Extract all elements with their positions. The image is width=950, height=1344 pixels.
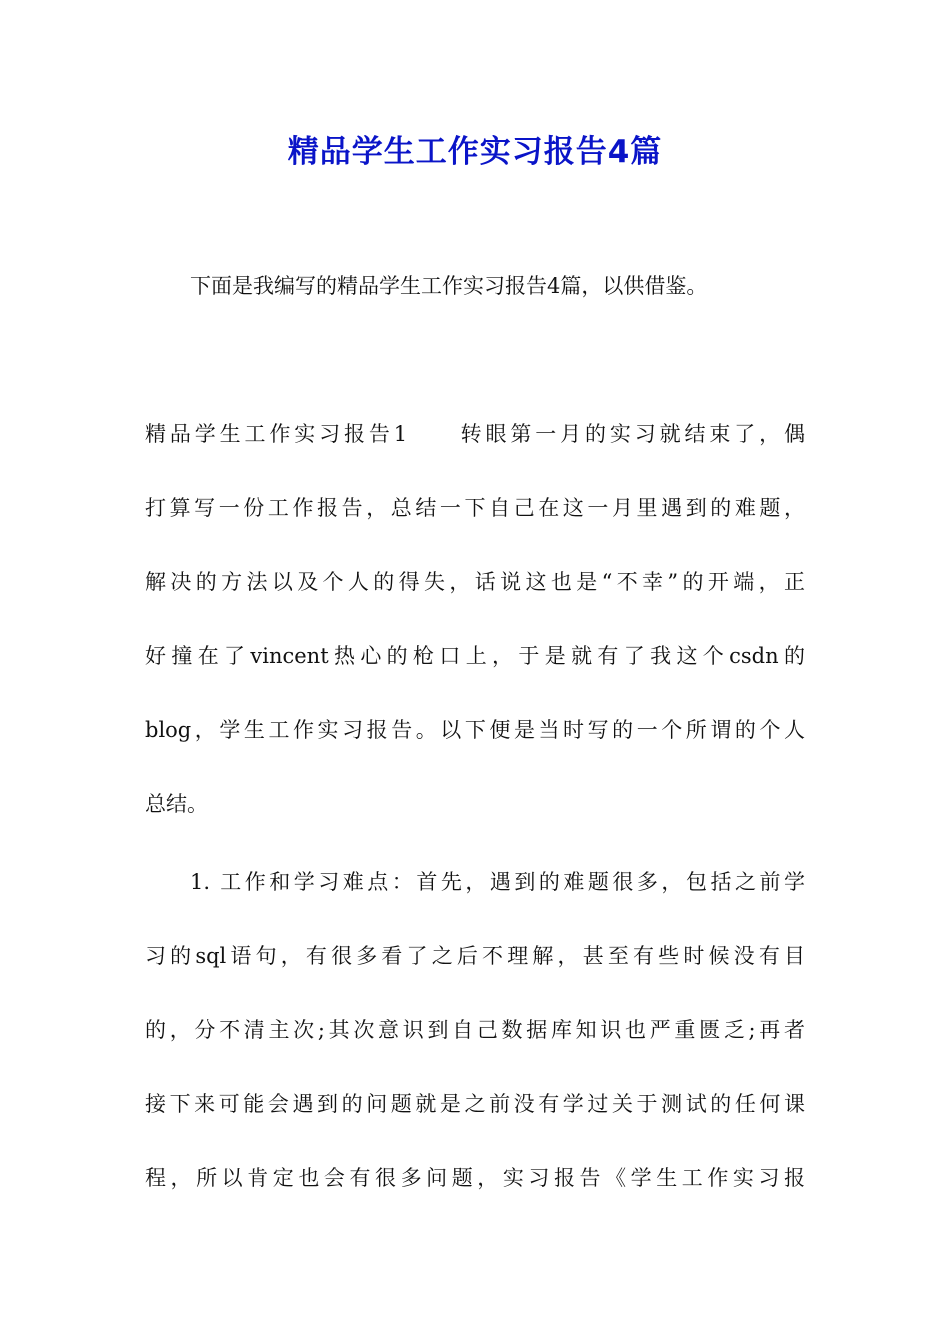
- body-line-11: 程，所以肯定也会有很多问题，实习报告《学生工作实习报: [145, 1166, 805, 1190]
- body-line-10: 接下来可能会遇到的问题就是之前没有学过关于测试的任何课: [145, 1092, 805, 1116]
- body-line-3: 解决的方法以及个人的得失，话说这也是“不幸”的开端，正: [145, 570, 805, 594]
- document-title: 精品学生工作实习报告4篇: [287, 134, 663, 170]
- body-line-1: 精品学生工作实习报告1 转眼第一月的实习就结束了，偶: [145, 422, 805, 446]
- body-line-2: 打算写一份工作报告，总结一下自己在这一月里遇到的难题，: [145, 496, 805, 520]
- intro-paragraph: 下面是我编写的精品学生工作实习报告4篇，以供借鉴。: [190, 274, 708, 298]
- body-line-9: 的，分不清主次;其次意识到自己数据库知识也严重匮乏;再者: [145, 1018, 805, 1042]
- body-line-5: blog，学生工作实习报告。以下便是当时写的一个所谓的个人: [145, 718, 805, 742]
- body-line-6: 总结。: [145, 792, 208, 816]
- body-line-4: 好撞在了vincent热心的枪口上，于是就有了我这个csdn的: [145, 644, 805, 668]
- body-line-8: 习的sql语句，有很多看了之后不理解，甚至有些时候没有目: [145, 944, 805, 968]
- body-line-7: 1. 工作和学习难点：首先，遇到的难题很多，包括之前学: [190, 870, 805, 894]
